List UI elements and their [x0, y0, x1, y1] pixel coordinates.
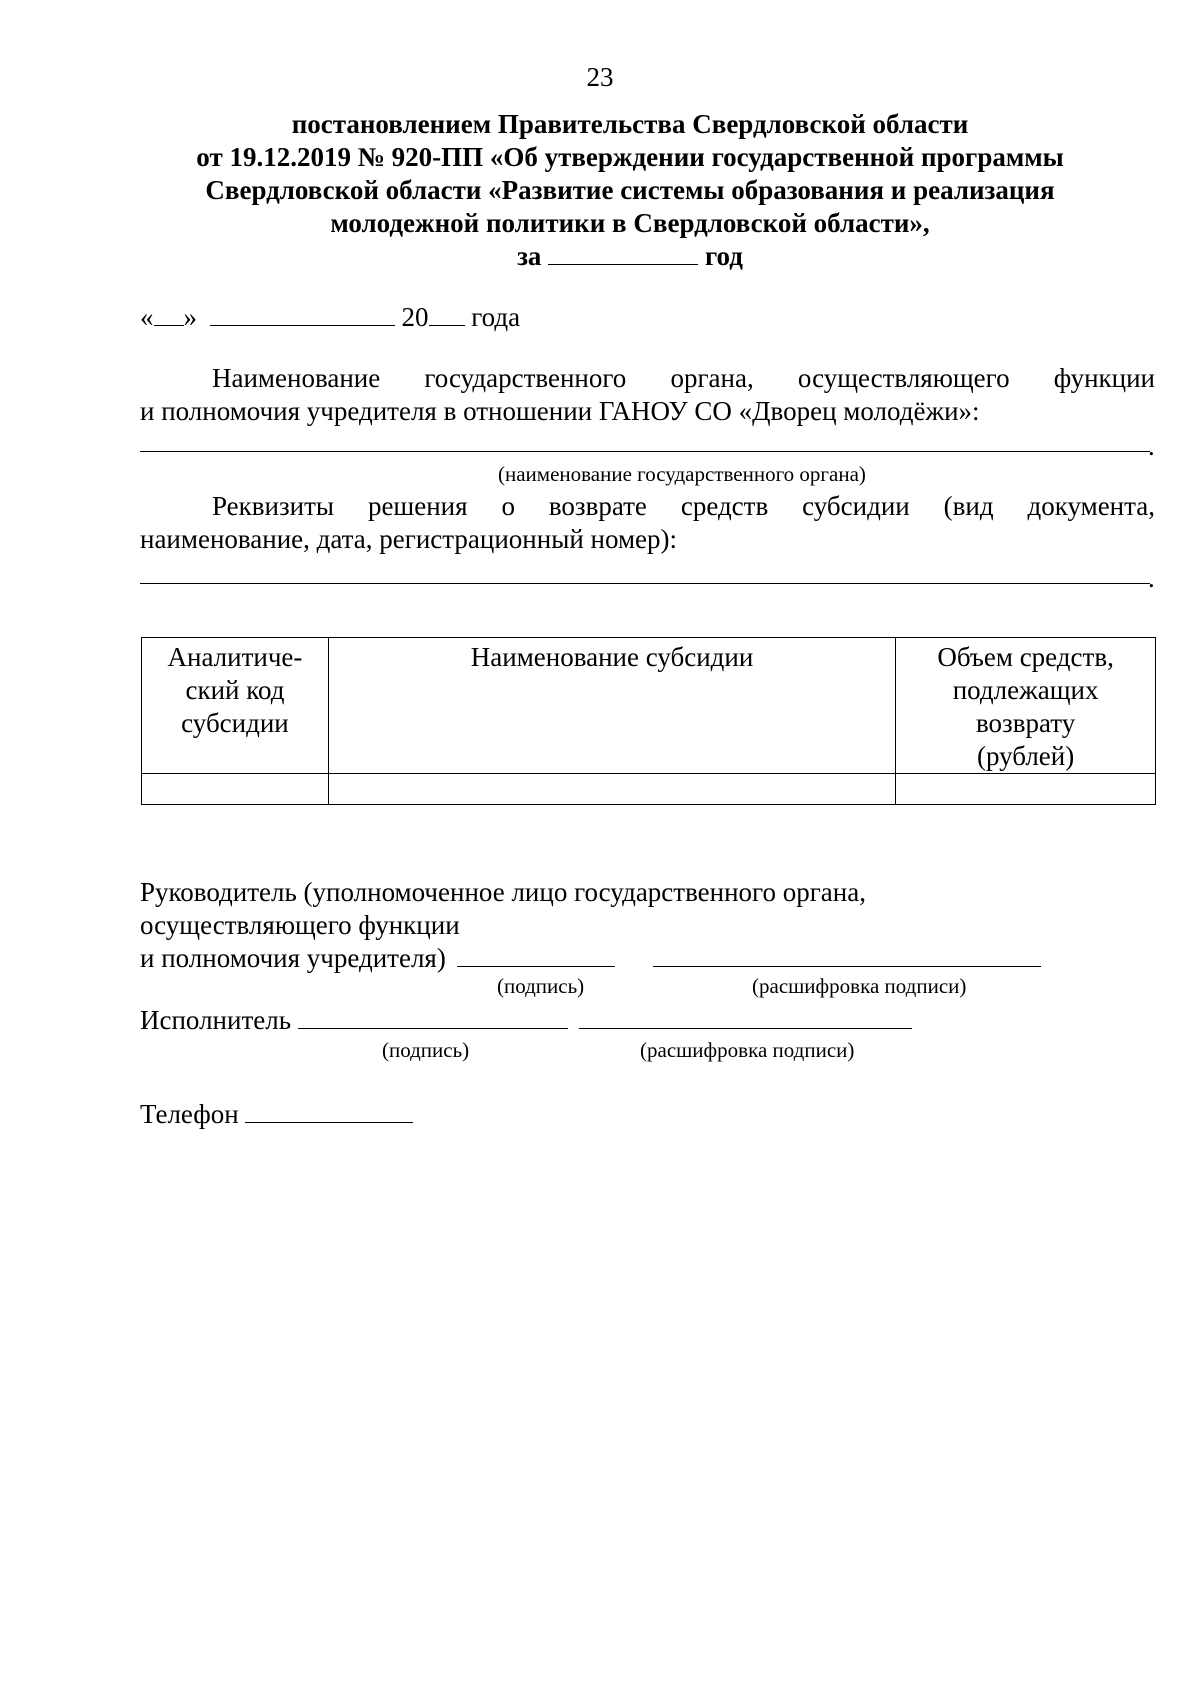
day-blank[interactable] [154, 324, 184, 326]
organ-name-caption: (наименование государственного органа) [498, 462, 866, 486]
phone-label: Телефон [140, 1099, 239, 1129]
phone-field[interactable] [245, 1121, 413, 1123]
heading-line-3: Свердловской области «Развитие системы образования и реализация [205, 175, 1055, 205]
year-digits-blank[interactable] [429, 324, 465, 326]
organ-paragraph-line-1: Наименование государственного органа, осуществляющего функции [212, 363, 1155, 393]
table-header-row [142, 638, 1156, 774]
head-decode-caption: (расшифровка подписи) [752, 974, 967, 998]
date-open-quote: « [140, 302, 154, 332]
document-heading [150, 108, 1110, 273]
year-prefix: за [517, 241, 542, 271]
executor-label: Исполнитель [140, 1005, 292, 1035]
decision-line-end: . [1148, 563, 1155, 593]
heading-line-4: молодежной политики в Свердловской области», [330, 208, 930, 238]
executor-decode-caption: (расшифровка подписи) [640, 1038, 855, 1062]
decision-paragraph-line-1: Реквизиты решения о возврате средств субсидии (вид документа, [212, 491, 1155, 521]
head-signature-caption: (подпись) [497, 974, 585, 998]
subsidy-table [141, 637, 1156, 805]
executor-signature-field[interactable] [298, 1027, 568, 1029]
phone-line [140, 1098, 413, 1131]
head-signature-line-3: и полномочия учредителя) [140, 942, 1041, 975]
organ-name-field[interactable] [140, 451, 1150, 452]
heading-line-2: от 19.12.2019 № 920-ПП «Об утверждении государственной программы [196, 142, 1064, 172]
organ-line-end: . [1148, 431, 1155, 461]
organ-paragraph-line-2: и полномочия учредителя в отношении ГАНОУ СО «Дворец молодёжи»: [140, 396, 980, 426]
decision-paragraph-line-2: наименование, дата, регистрационный номер): [140, 524, 678, 554]
year-suffix: год [704, 241, 743, 271]
subsidy-name-cell[interactable] [328, 774, 895, 805]
analytic-code-cell[interactable] [142, 774, 329, 805]
head-signature-block [140, 876, 1041, 975]
date-close-quote: » [183, 302, 197, 332]
return-amount-cell[interactable] [896, 774, 1156, 805]
date-line [140, 302, 520, 333]
year-blank[interactable] [548, 263, 698, 265]
heading-line-1: постановлением Правительства Свердловской области [291, 109, 969, 139]
organ-paragraph [140, 362, 1155, 428]
decision-paragraph [140, 490, 1155, 556]
date-century: 20 [401, 302, 429, 332]
executor-line [140, 1004, 912, 1037]
head-signature-decode-field[interactable] [653, 965, 1041, 967]
table-row [142, 774, 1156, 805]
date-suffix: года [471, 302, 521, 332]
header-subsidy-name: Наименование субсидии [328, 638, 895, 774]
page-number: 23 [586, 62, 614, 92]
heading-year-line [150, 240, 1110, 273]
head-signature-line-1: Руководитель (уполномоченное лицо государственного органа, [140, 877, 866, 907]
header-analytic-code: Аналитиче- ский код субсидии [142, 638, 329, 774]
header-return-amount: Объем средств, подлежащих возврату (рублей) [896, 638, 1156, 774]
executor-signature-caption: (подпись) [382, 1038, 470, 1062]
month-blank[interactable] [210, 324, 395, 326]
executor-decode-field[interactable] [579, 1027, 912, 1029]
head-signature-line-2: осуществляющего функции [140, 910, 460, 940]
decision-details-field[interactable] [140, 583, 1150, 584]
head-signature-field[interactable] [457, 965, 615, 967]
